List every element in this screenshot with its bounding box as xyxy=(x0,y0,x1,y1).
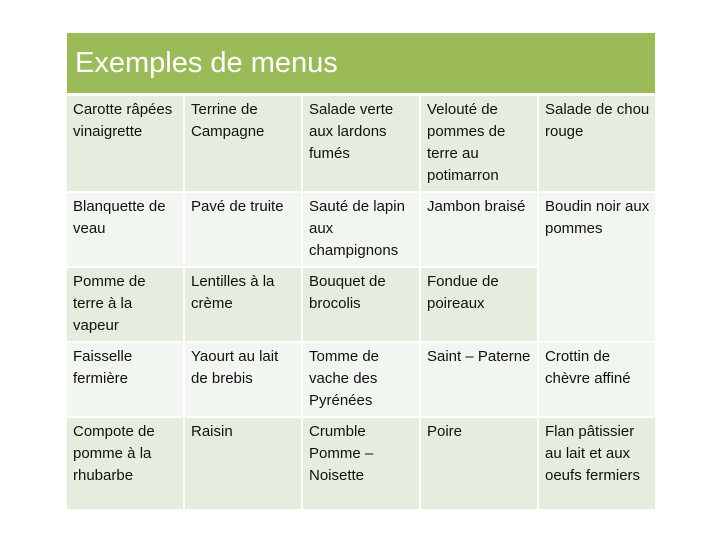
table-row xyxy=(66,95,656,193)
table-cell: Terrine de Campagne xyxy=(184,95,302,193)
table-cell-merged: Boudin noir aux pommes xyxy=(538,192,656,342)
table-cell: Saint – Paterne xyxy=(420,342,538,417)
table-cell: Compote de pomme à la rhubarbe xyxy=(66,417,184,510)
table-cell: Poire xyxy=(420,417,538,510)
table-row xyxy=(66,192,656,267)
table-cell: Flan pâtissier au lait et aux oeufs fermiers xyxy=(538,417,656,510)
table-row xyxy=(66,417,656,510)
table-cell: Blanquette de veau xyxy=(66,192,184,267)
table-cell: Lentilles à la crème xyxy=(184,267,302,342)
table-title: Exemples de menus xyxy=(66,32,656,95)
table-cell: Pavé de truite xyxy=(184,192,302,267)
table-cell: Pomme de terre à la vapeur xyxy=(66,267,184,342)
table-cell: Bouquet de brocolis xyxy=(302,267,420,342)
table-cell: Crumble Pomme – Noisette xyxy=(302,417,420,510)
table-cell: Faisselle fermière xyxy=(66,342,184,417)
table-cell: Carotte râpées vinaigrette xyxy=(66,95,184,193)
table-cell: Raisin xyxy=(184,417,302,510)
menu-table xyxy=(65,31,657,511)
table-cell: Sauté de lapin aux champignons xyxy=(302,192,420,267)
table-cell: Fondue de poireaux xyxy=(420,267,538,342)
table-cell: Yaourt au lait de brebis xyxy=(184,342,302,417)
table-cell: Velouté de pommes de terre au potimarron xyxy=(420,95,538,193)
table-cell: Tomme de vache des Pyrénées xyxy=(302,342,420,417)
table-cell: Jambon braisé xyxy=(420,192,538,267)
table-cell: Salade verte aux lardons fumés xyxy=(302,95,420,193)
table-row xyxy=(66,342,656,417)
table-cell: Salade de chou rouge xyxy=(538,95,656,193)
table-cell: Crottin de chèvre affiné xyxy=(538,342,656,417)
